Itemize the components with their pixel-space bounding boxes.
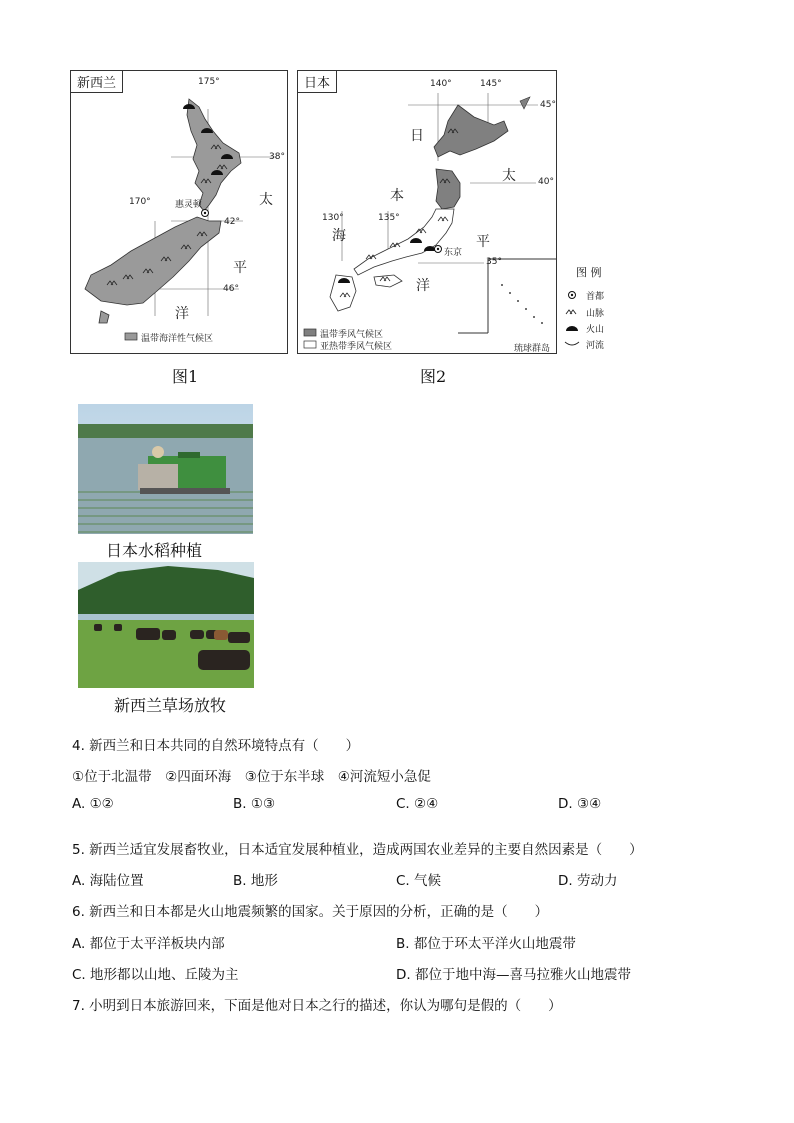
japan-map-drawing [298,71,556,353]
question-7: 7. 小明到日本旅游回来，下面是他对日本之行的描述，你认为哪句是假的（ ） [72,998,562,1014]
map2-lon-130: 130° [322,213,344,223]
map2-lon-140: 140° [430,79,452,89]
volcano-icon [566,326,578,331]
legend-symbols [564,286,584,366]
map2-sea-ping: 平 [476,234,490,250]
question-4-option-c: C. ②④ [396,796,439,812]
question-6-option-a: A. 都位于太平洋板块内部 [72,936,225,952]
map1-lat-46: 46° [223,284,239,294]
question-4: 4. 新西兰和日本共同的自然环境特点有（ ） [72,738,360,754]
question-4-option-a: A. ①② [72,796,114,812]
question-6: 6. 新西兰和日本都是火山地震频繁的国家。关于原因的分析，正确的是（ ） [72,904,549,920]
question-5: 5. 新西兰适宜发展畜牧业，日本适宜发展种植业，造成两国农业差异的主要自然因素是（ ） [72,842,643,858]
map2-legend-subtropical: 亚热带季风气候区 [320,342,393,352]
map2-lat-45: 45° [540,100,556,110]
question-6-option-c: C. 地形都以山地、丘陵为主 [72,967,239,983]
mountain-icon [566,310,576,314]
map2-capital-label: 东京 [444,248,463,258]
map1-sea-ping: 平 [233,260,247,276]
legend-mountain: 山脉 [586,309,605,319]
legend-capital: 首都 [586,292,605,302]
figure1-caption: 图1 [172,367,199,386]
map2-lon-145: 145° [480,79,502,89]
map1-lon-170: 170° [129,197,151,207]
question-4-option-d: D. ③④ [558,796,602,812]
rice-planting-scene [78,404,253,534]
map-legend [562,264,632,354]
japan-map [297,70,557,354]
map2-lat-40: 40° [538,177,554,187]
map1-legend-climate: 温带海洋性气候区 [141,334,214,344]
map1-sea-yang: 洋 [175,306,189,322]
grazing-caption: 新西兰草场放牧 [114,696,227,715]
rice-planting-caption: 日本水稻种植 [106,541,203,560]
question-4-option-b: B. ①③ [233,796,276,812]
rice-planting-photo [78,404,253,534]
legend-river: 河流 [586,341,605,351]
river-icon [565,342,579,345]
map1-lat-38: 38° [269,152,285,162]
map2-sea-ri: 日 [410,128,424,144]
map1-lon-175: 175° [198,77,220,87]
map1-lat-42: 42° [224,217,240,227]
question-5-option-d: D. 劳动力 [558,873,618,889]
question-6-option-d: D. 都位于地中海—喜马拉雅火山地震带 [396,967,631,983]
map2-inset-label: 琉球群岛 [514,344,551,354]
map2-title: 日本 [298,71,337,93]
question-5-option-c: C. 气候 [396,873,442,889]
map2-sea-ben: 本 [390,188,404,204]
grazing-photo [78,562,254,688]
grazing-scene [78,562,254,688]
new-zealand-map [70,70,288,354]
map2-sea-hai: 海 [332,228,346,244]
map2-legend-temperate: 温带季风气候区 [320,330,384,340]
legend-title: 图 例 [576,266,602,279]
map1-title: 新西兰 [71,71,123,93]
map1-sea-tai: 太 [259,192,273,208]
map2-lat-35: 35° [486,257,502,267]
question-4-statements: ①位于北温带 ②四面环海 ③位于东半球 ④河流短小急促 [72,769,431,785]
map1-capital-label: 惠灵顿 [175,200,203,210]
map2-sea-tai: 太 [502,168,516,184]
question-6-option-b: B. 都位于环太平洋火山地震带 [396,936,576,952]
question-5-option-a: A. 海陆位置 [72,873,144,889]
map2-sea-yang: 洋 [416,278,430,294]
map2-lon-135: 135° [378,213,400,223]
legend-volcano: 火山 [586,325,605,335]
question-5-option-b: B. 地形 [233,873,278,889]
figure2-caption: 图2 [420,367,447,386]
